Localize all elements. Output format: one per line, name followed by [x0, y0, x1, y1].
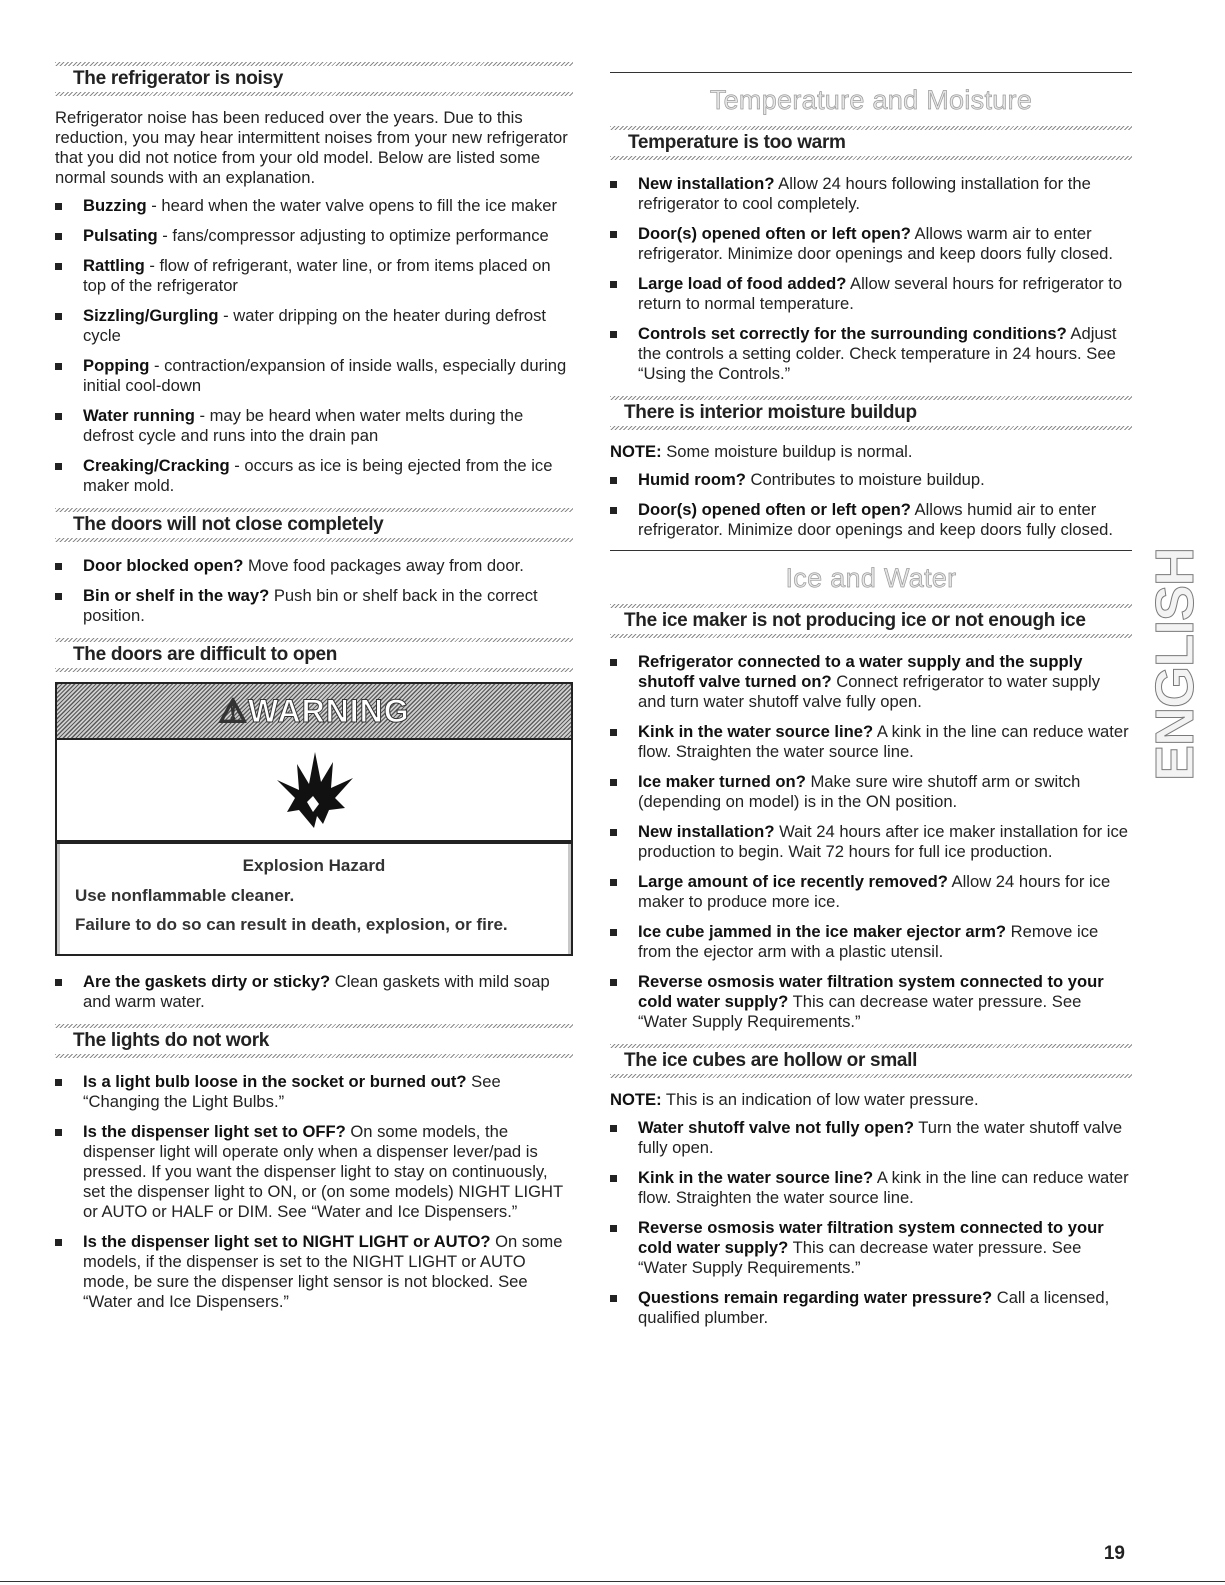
item-text: On some models, if the dispenser is set to the NIGHT LIGHT or AUTO mode, be sure the dispenser light sensor is not blocked. See “Water and Ice Dispensers.”	[83, 1232, 563, 1311]
item-label: Humid room?	[638, 470, 746, 489]
right-column	[610, 72, 1132, 1338]
list-item	[610, 224, 1132, 264]
item-label: Bin or shelf in the way?	[83, 586, 270, 605]
moisture-note	[610, 442, 1132, 462]
hollow-note	[610, 1090, 1132, 1110]
item-label: Kink in the water source line?	[638, 1168, 874, 1187]
item-label: Reverse osmosis water filtration system connected to your cold water supply?	[638, 1218, 1104, 1257]
item-label: Door(s) opened often or left open?	[638, 500, 911, 519]
item-text: Allow several hours for refrigerator to return to normal temperature.	[638, 274, 1123, 313]
item-text: - fans/compressor adjusting to optimize performance	[157, 226, 549, 245]
item-label: Is a light bulb loose in the socket or burned out?	[83, 1072, 467, 1091]
bottom-rule	[0, 1581, 1225, 1582]
list-item	[610, 500, 1132, 540]
list-item	[610, 1218, 1132, 1278]
item-label: Controls set correctly for the surrounding conditions?	[638, 324, 1067, 343]
item-label: Water running	[83, 406, 195, 425]
list-item	[55, 556, 573, 576]
item-label: Are the gaskets dirty or sticky?	[83, 972, 331, 991]
list-item	[610, 1288, 1132, 1328]
item-text: Allows humid air to enter refrigerator. Minimize door openings and keep doors fully closed.	[638, 500, 1114, 539]
lights-list	[55, 1072, 573, 1312]
noisy-intro: Refrigerator noise has been reduced over the years. Due to this reduction, you may hear intermittent noises from your new refrigerator that you did not notice from your old model. Below are listed some normal sounds with an explanation.	[55, 108, 568, 187]
list-item	[55, 456, 573, 496]
item-text: Make sure wire shutoff arm or switch (depending on model) is in the ON position.	[638, 772, 1081, 811]
list-item	[610, 772, 1132, 812]
heading-lights: The lights do not work	[55, 1024, 573, 1058]
item-text: Adjust the controls a setting colder. Check temperature in 24 hours. See “Using the Controls.”	[638, 324, 1117, 383]
list-item	[610, 922, 1132, 962]
heading-noisy: The refrigerator is noisy	[55, 62, 573, 96]
item-text: Remove ice from the ejector arm with a plastic utensil.	[638, 922, 1099, 961]
page-number: 19	[1103, 1543, 1125, 1564]
item-label: Pulsating	[83, 226, 158, 245]
item-text: - occurs as ice is being ejected from the ice maker mold.	[83, 456, 553, 495]
warning-header	[57, 684, 571, 740]
item-text: Allows warm air to enter refrigerator. Minimize door openings and keep doors fully closed.	[638, 224, 1114, 263]
item-label: Is the dispenser light set to NIGHT LIGHT or AUTO?	[83, 1232, 491, 1251]
note-label: NOTE:	[610, 1090, 662, 1109]
list-item	[610, 822, 1132, 862]
item-label: Questions remain regarding water pressure?	[638, 1288, 993, 1307]
item-label: Door blocked open?	[83, 556, 244, 575]
list-item	[55, 306, 573, 346]
list-item	[610, 972, 1132, 1032]
warning-line-1: Use nonflammable cleaner.	[75, 886, 295, 905]
item-text: Clean gaskets with mild soap and warm water.	[83, 972, 550, 1011]
item-text: Allow 24 hours following installation for the refrigerator to cool completely.	[638, 174, 1091, 213]
list-item	[610, 1118, 1132, 1158]
item-text: Turn the water shutoff valve fully open.	[638, 1118, 1123, 1157]
heading-moisture: There is interior moisture buildup	[610, 396, 1132, 430]
item-text: Push bin or shelf back in the correct position.	[83, 586, 538, 625]
item-text: Allow 24 hours for ice maker to produce more ice.	[638, 872, 1111, 911]
list-item	[55, 972, 573, 1012]
side-tab-label: ENGLISH	[1145, 548, 1205, 782]
item-label: Large amount of ice recently removed?	[638, 872, 948, 891]
item-text: - water dripping on the heater during defrost cycle	[83, 306, 546, 345]
item-text: Move food packages away from door.	[243, 556, 524, 575]
item-text: This can decrease water pressure. See “Water Supply Requirements.”	[638, 1238, 1082, 1277]
item-text: Connect refrigerator to water supply and turn water shutoff valve fully open.	[638, 672, 1101, 711]
item-label: Ice cube jammed in the ice maker ejector arm?	[638, 922, 1006, 941]
item-label: Buzzing	[83, 196, 147, 215]
list-item	[55, 586, 573, 626]
list-item	[610, 872, 1132, 912]
doors-close-list	[55, 556, 573, 626]
item-label: Refrigerator connected to a water supply and the supply shutoff valve turned on?	[638, 652, 1083, 691]
item-label: New installation?	[638, 174, 775, 193]
ice-maker-list	[610, 652, 1132, 1032]
list-item	[55, 1072, 573, 1112]
list-item	[55, 356, 573, 396]
moisture-list	[610, 470, 1132, 540]
list-item	[610, 274, 1132, 314]
explosion-hazard-icon	[57, 740, 571, 844]
language-side-tab	[1145, 548, 1205, 782]
note-text: This is an indication of low water pressure.	[661, 1090, 979, 1109]
item-text: A kink in the line can reduce water flow. Straighten the water source line.	[638, 722, 1129, 761]
item-text: - may be heard when water melts during the defrost cycle and runs into the drain pan	[83, 406, 524, 445]
left-column	[55, 62, 573, 1322]
item-text: - flow of refrigerant, water line, or from items placed on top of the refrigerator	[83, 256, 551, 295]
list-item	[55, 406, 573, 446]
section-title-temperature: Temperature and Moisture	[709, 85, 1033, 115]
item-text: - contraction/expansion of inside walls, especially during initial cool-down	[83, 356, 567, 395]
item-text: Call a licensed, qualified plumber.	[638, 1288, 1110, 1327]
list-item	[55, 196, 573, 216]
hollow-list	[610, 1118, 1132, 1328]
list-item	[55, 226, 573, 246]
section-title-ice-water: Ice and Water	[785, 563, 957, 593]
list-item	[55, 1122, 573, 1222]
item-label: Rattling	[83, 256, 145, 275]
item-text: This can decrease water pressure. See “Water Supply Requirements.”	[638, 992, 1082, 1031]
warm-list	[610, 174, 1132, 384]
warning-box	[55, 682, 573, 956]
warning-title: ⚠WARNING	[218, 693, 410, 729]
item-text: - heard when the water valve opens to fill the ice maker	[146, 196, 558, 215]
item-label: Sizzling/Gurgling	[83, 306, 219, 325]
warning-hazard: Explosion Hazard	[242, 856, 386, 875]
item-label: New installation?	[638, 822, 775, 841]
item-label: Door(s) opened often or left open?	[638, 224, 911, 243]
note-label: NOTE:	[610, 442, 662, 461]
list-item	[610, 470, 1132, 490]
list-item	[55, 256, 573, 296]
item-text: Wait 24 hours after ice maker installation for ice production to begin. Wait 72 hours for full ice production.	[638, 822, 1128, 861]
doors-open-list	[55, 972, 573, 1012]
item-label: Water shutoff valve not fully open?	[638, 1118, 914, 1137]
warning-line-2: Failure to do so can result in death, explosion, or fire.	[75, 915, 508, 934]
list-item	[55, 1232, 573, 1312]
note-text: Some moisture buildup is normal.	[661, 442, 913, 461]
list-item	[610, 652, 1132, 712]
warning-body	[57, 844, 571, 954]
item-label: Is the dispenser light set to OFF?	[83, 1122, 346, 1141]
heading-doors-open: The doors are difficult to open	[55, 638, 573, 672]
item-text: A kink in the line can reduce water flow. Straighten the water source line.	[638, 1168, 1129, 1207]
heading-too-warm: Temperature is too warm	[610, 126, 1132, 160]
item-label: Popping	[83, 356, 150, 375]
item-text: Contributes to moisture buildup.	[745, 470, 985, 489]
list-item	[610, 174, 1132, 214]
list-item	[610, 324, 1132, 384]
item-label: Kink in the water source line?	[638, 722, 874, 741]
item-text: On some models, the dispenser light will operate only when a dispenser lever/pad is pressed. If you want the dispenser light to stay on continuously, set the dispenser light to ON, or (on some models) NIGHT LIGHT or AUTO or HALF or DIM. See “Water and Ice Dispensers.”	[83, 1122, 563, 1221]
item-text: See “Changing the Light Bulbs.”	[83, 1072, 501, 1111]
item-label: Ice maker turned on?	[638, 772, 806, 791]
list-item	[610, 1168, 1132, 1208]
item-label: Reverse osmosis water filtration system connected to your cold water supply?	[638, 972, 1104, 1011]
heading-ice-maker: The ice maker is not producing ice or not enough ice	[610, 604, 1132, 638]
heading-doors-close: The doors will not close completely	[55, 508, 573, 542]
item-label: Large load of food added?	[638, 274, 847, 293]
heading-hollow: The ice cubes are hollow or small	[610, 1044, 1132, 1078]
item-label: Creaking/Cracking	[83, 456, 230, 475]
noisy-list	[55, 196, 573, 496]
list-item	[610, 722, 1132, 762]
